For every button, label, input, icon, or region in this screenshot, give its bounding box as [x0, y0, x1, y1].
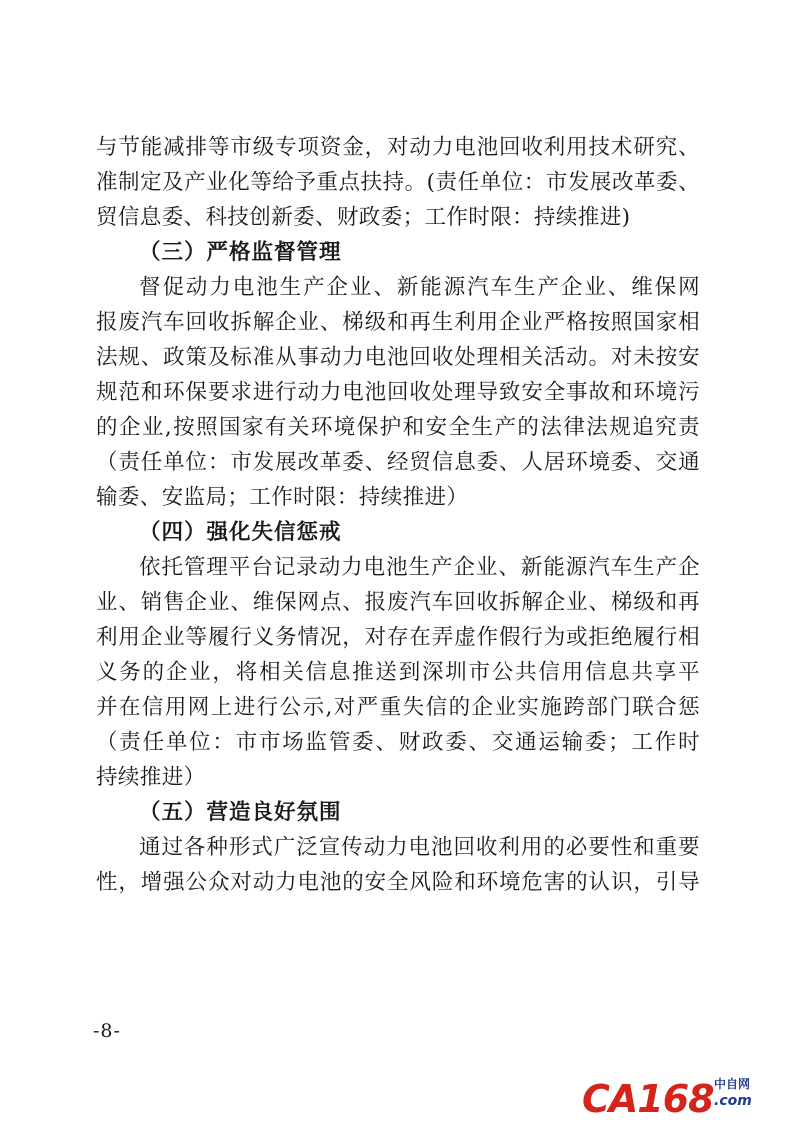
text-line: 与节能减排等市级专项资金，对动力电池回收利用技术研究、	[96, 135, 700, 160]
text-line: 输委、安监局；工作时限：持续推进）	[96, 485, 469, 510]
logo-domain: .com	[714, 1093, 752, 1109]
text-line: （责任单位：市市场监管委、财政委、交通运输委；工作时	[96, 730, 700, 755]
logo-cn-text: 中自网	[714, 1077, 751, 1091]
section-heading-5: （五）营造良好氛围	[139, 800, 342, 825]
text-line: 并在信用网上进行公示,对严重失信的企业实施跨部门联合惩	[96, 695, 700, 720]
section-heading-4: （四）强化失信惩戒	[139, 520, 342, 545]
watermark-logo	[582, 1073, 782, 1119]
document-body	[96, 130, 700, 900]
logo-brand: CA168	[582, 1077, 714, 1121]
text-line: 持续推进）	[96, 765, 206, 790]
text-line: 业、销售企业、维保网点、报废汽车回收拆解企业、梯级和再	[96, 590, 700, 615]
text-line: 依托管理平台记录动力电池生产企业、新能源汽车生产企	[139, 555, 700, 580]
text-line: 督促动力电池生产企业、新能源汽车生产企业、维保网	[139, 275, 700, 300]
text-line: 报废汽车回收拆解企业、梯级和再生利用企业严格按照国家相	[96, 310, 700, 335]
text-line: 义务的企业，将相关信息推送到深圳市公共信用信息共享平	[96, 660, 700, 685]
text-line: 准制定及产业化等给予重点扶持。(责任单位：市发展改革委、	[96, 170, 700, 195]
text-line: 贸信息委、科技创新委、财政委；工作时限：持续推进)	[96, 205, 631, 230]
text-line: 通过各种形式广泛宣传动力电池回收利用的必要性和重要	[139, 835, 700, 860]
text-line: 性，增强公众对动力电池的安全风险和环境危害的认识，引导	[96, 870, 700, 895]
text-line: （责任单位：市发展改革委、经贸信息委、人居环境委、交通	[96, 450, 700, 475]
section-heading-3: （三）严格监督管理	[139, 240, 342, 265]
page-number: -8-	[93, 1020, 121, 1042]
text-line: 利用企业等履行义务情况，对存在弄虚作假行为或拒绝履行相	[96, 625, 700, 650]
text-line: 规范和环保要求进行动力电池回收处理导致安全事故和环境污	[96, 380, 700, 405]
text-line: 的企业,按照国家有关环境保护和安全生产的法律法规追究责	[96, 415, 700, 440]
text-line: 法规、政策及标准从事动力电池回收处理相关活动。对未按安	[96, 345, 700, 370]
